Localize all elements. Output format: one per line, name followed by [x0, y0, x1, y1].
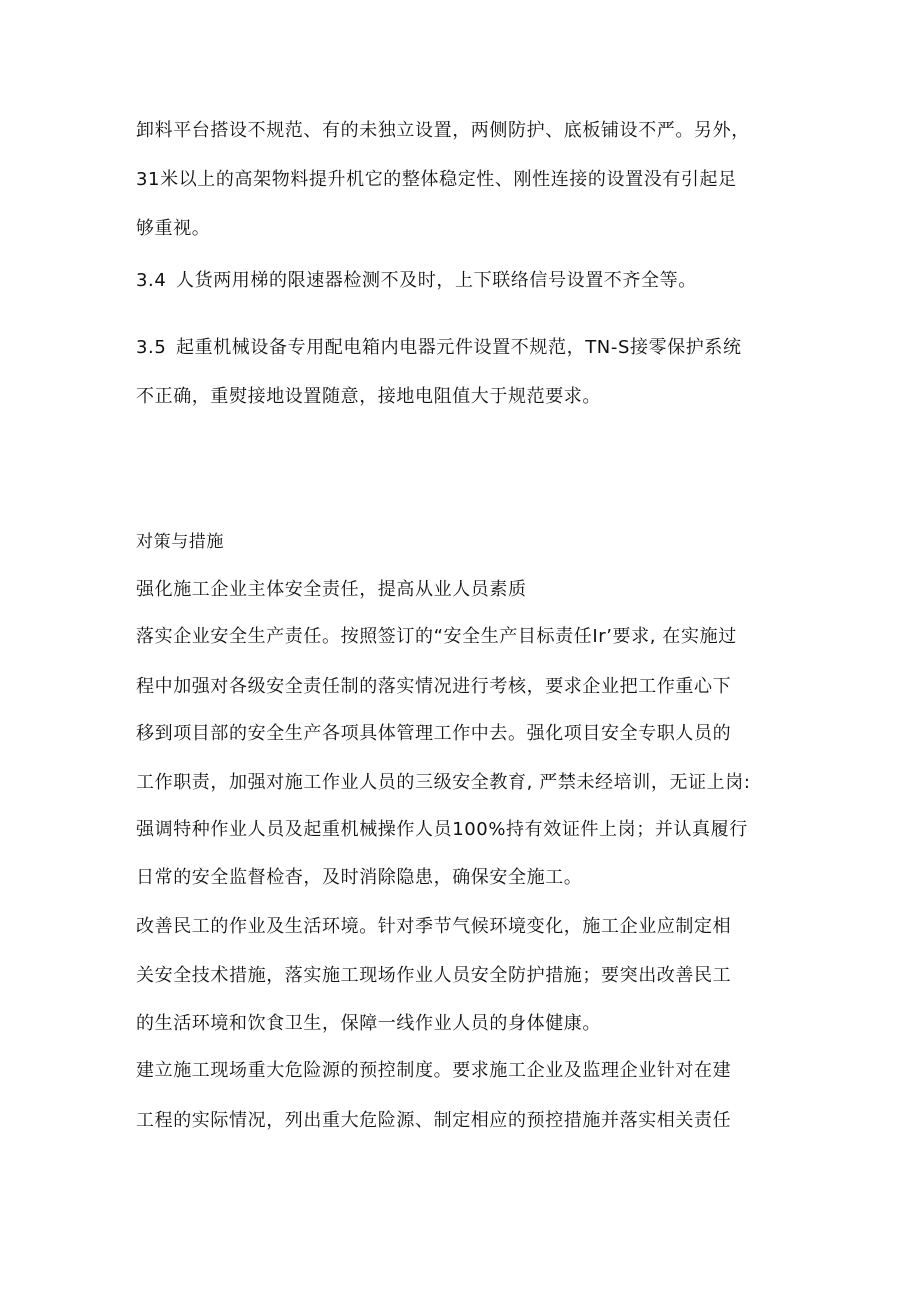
paragraph-2-line-3: 移到项目部的安全生产各项具体管理工作中去。强化项目安全专职人员的 [136, 723, 732, 744]
paragraph-4-line-1: 建立施工现场重大危险源的预控制度。要求施工企业及监理企业针对在建 [136, 1060, 732, 1081]
paragraph-3-line-1: 改善民工的作业及生活环境。针对季节气候环境变化，施工企业应制定相 [136, 916, 732, 937]
paragraph-3-line-3: 的生活环境和饮食卫生，保障一线作业人员的身体健康。 [136, 1013, 601, 1034]
section-heading: 对策与措施 [136, 532, 224, 552]
item-3-4-number: 3.4 [136, 270, 167, 291]
paragraph-2-line-2: 程中加强对各级安全责任制的落实情况进行考核，要求企业把工作重心下 [136, 676, 732, 697]
subheading: 强化施工企业主体安全责任，提高从业人员素质 [136, 579, 527, 600]
item-3-5-text: 起重机械设备专用配电箱内电器元件设置不规范，TN-S接零保护系统 [176, 337, 742, 358]
paragraph-1-line-2: 31米以上的高架物料提升机它的整体稳定性、刚性连接的设置没有引起足 [136, 169, 737, 190]
item-3-4 [136, 269, 697, 293]
paragraph-1-line-3: 够重视。 [136, 218, 211, 239]
item-3-5-line-1 [136, 336, 742, 360]
paragraph-3-line-2: 关安全技术措施，落实施工现场作业人员安全防护措施；要突出改善民工 [136, 965, 732, 986]
paragraph-1-line-1: 卸料平台搭设不规范、有的未独立设置，两侧防护、底板铺设不严。另外， [136, 120, 750, 141]
item-3-4-text: 人货两用梯的限速器检测不及时，上下联络信号设置不齐全等。 [176, 270, 697, 291]
paragraph-2-line-6: 日常的安全监督检杳，及时消除隐患，确保安全施工。 [136, 867, 583, 888]
paragraph-2-line-1: 落实企业安全生产责任。按照签订的“安全生产目标责任Ir’要求, 在实施过 [136, 626, 737, 647]
item-3-5-line-2: 不正确，重熨接地设置随意，接地电阻值大于规范要求。 [136, 386, 601, 407]
paragraph-2-line-5: 强调特种作业人员及起重机械操作人员100%持有效证件上岗；并认真履行 [136, 819, 748, 840]
paragraph-4-line-2: 工程的实际情况，列出重大危险源、制定相应的预控措施并落实相关责任 [136, 1110, 732, 1131]
item-3-5-number: 3.5 [136, 337, 167, 358]
paragraph-2-line-4: 工作职责，加强对施工作业人员的三级安全教育, 严禁未经培训，无证上岗: [136, 772, 751, 793]
